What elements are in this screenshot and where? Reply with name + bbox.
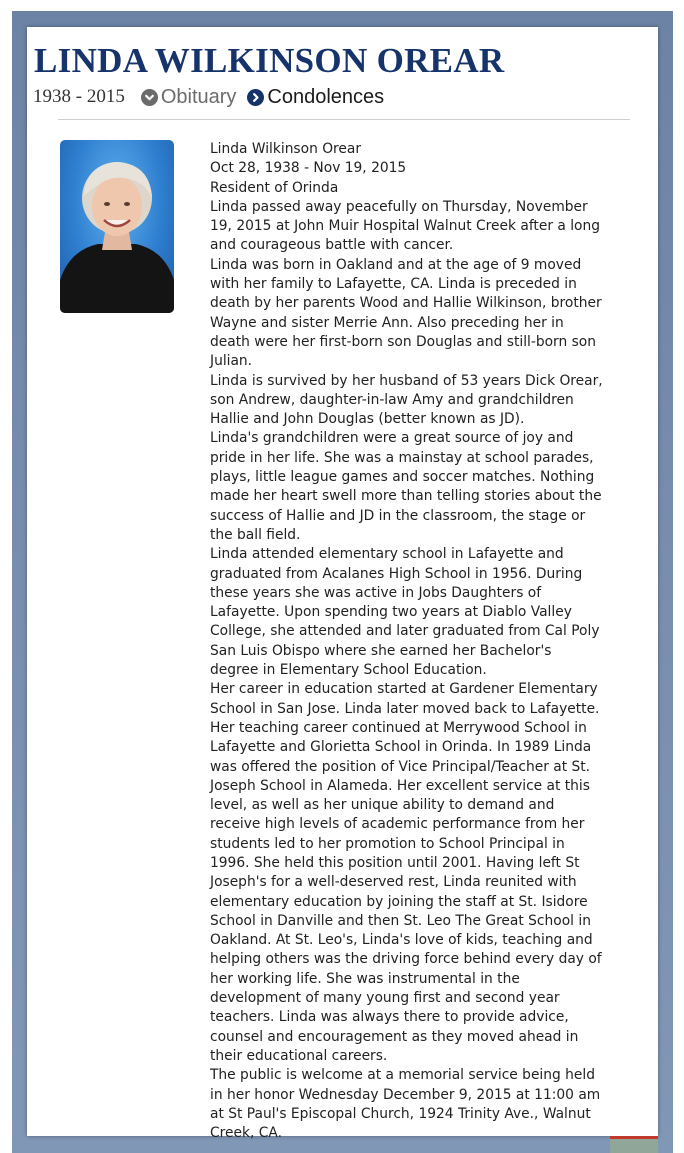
obituary-link[interactable] [141, 86, 237, 109]
corner-badge [610, 1136, 658, 1153]
page-title: LINDA WILKINSON OREAR [34, 41, 505, 80]
chevron-right-circle-icon [247, 89, 264, 106]
subheader-row [33, 84, 395, 110]
header-divider [58, 119, 630, 120]
chevron-down-circle-icon [141, 89, 158, 106]
condolences-link-label: Condolences [267, 85, 385, 108]
obituary-text [210, 140, 604, 1143]
condolences-link[interactable] [247, 86, 384, 109]
obituary-paragraph: Her career in education started at Gardener Elementary School in San Jose. Linda later moved back to Lafayette. Her teaching career continued at Merrywood School in Lafayette and Glorietta School in Orinda. In 1989 Linda was offered the position of Vice Principal/Teacher at St. Joseph School in Alameda. Her excellent service at this level, as well as her unique ability to demand and receive high levels of academic performance from her students led to her promotion to School Principal in 1996. She held this position until 2001. Having left St Joseph's for a well-deserved rest, Linda reunited with elementary education by joining the staff at St. Isidore School in Danville and then St. Leo The Great School in Oakland. At St. Leo's, Linda's love of kids, teaching and helping others was the driving force behind every day of her working life. She was instrumental in the development of many young first and second year teachers. Linda was always there to provide advice, counsel and encouragement as they moved ahead in their educational careers. [210, 681, 602, 1064]
obituary-residence: Resident of Orinda [210, 179, 339, 196]
obituary-paragraph: Linda was born in Oakland and at the age of 9 moved with her family to Lafayette, CA. Linda is preceded in death by her parents Wood and Hallie Wilkinson, brother Wayne and sister Merrie Ann. Also preceding her in death were her first-born son Douglas and still-born son Julian. [210, 256, 602, 370]
life-years: 1938 - 2015 [33, 86, 125, 107]
obituary-paragraph: Linda passed away peacefully on Thursday, November 19, 2015 at John Muir Hospital Walnut Creek after a long and courageous battle with cancer. [210, 198, 601, 254]
obituary-paragraph: Linda attended elementary school in Lafayette and graduated from Acalanes High School in 1956. During these years she was active in Jobs Daughters of Lafayette. Upon spending two years at Diablo Valley College, she attended and later graduated from Cal Poly San Luis Obispo where she earned her Bachelor's degree in Elementary School Education. [210, 546, 600, 679]
obituary-paragraph: Linda is survived by her husband of 53 years Dick Orear, son Andrew, daughter-in-law Amy and grandchildren Hallie and John Douglas (better known as JD). [210, 372, 603, 428]
obituary-paragraph: The public is welcome at a memorial service being held in her honor Wednesday December 9, 2015 at 11:00 am at St Paul's Episcopal Church, 1924 Trinity Ave., Walnut Creek, CA. [210, 1067, 601, 1142]
obituary-link-label: Obituary [160, 85, 237, 108]
obituary-full-name: Linda Wilkinson Orear [210, 141, 362, 157]
obituary-dates: Oct 28, 1938 - Nov 19, 2015 [210, 160, 407, 177]
obituary-paragraph: Linda's grandchildren were a great source of joy and pride in her life. She was a mainstay at school parades, plays, little league games and soccer matches. Nothing made her heart swell more than telling stories about the success of Hallie and JD in the classroom, the stage or the ball field. [210, 430, 602, 543]
portrait-photo [60, 140, 174, 313]
